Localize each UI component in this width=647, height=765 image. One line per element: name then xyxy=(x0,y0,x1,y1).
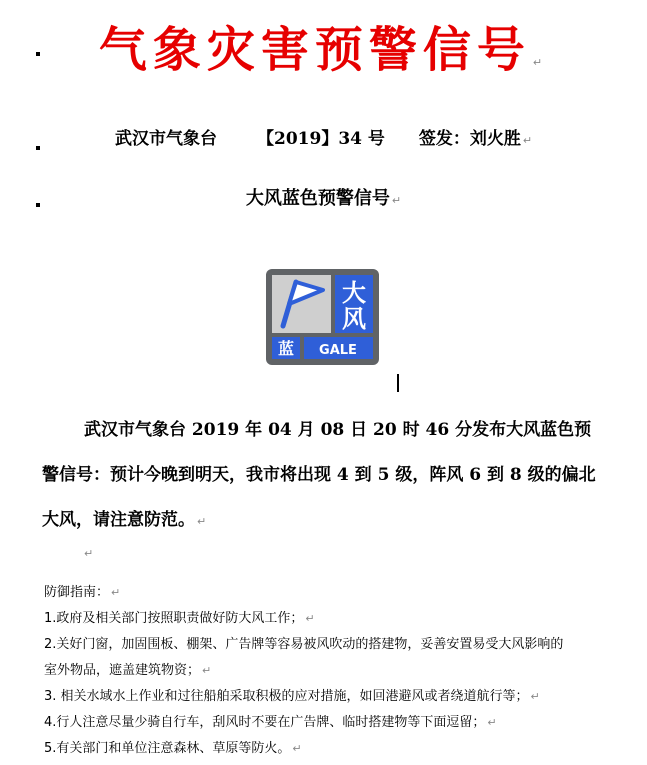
paragraph-mark: ↵ xyxy=(292,742,302,755)
document-title-text: 气象灾害预警信号 xyxy=(98,22,531,78)
paragraph-mark: ↵ xyxy=(530,690,540,703)
issuer-agency: 武汉市气象台 xyxy=(115,129,217,149)
paragraph-mark: ↵ xyxy=(487,716,497,729)
bulletin-paragraph xyxy=(42,408,602,544)
text-cursor xyxy=(397,374,399,392)
document-title xyxy=(0,20,647,93)
list-bullet xyxy=(36,146,40,150)
paragraph-mark: ↵ xyxy=(522,134,533,147)
signer: 签发：刘火胜 xyxy=(418,129,521,149)
guide-item xyxy=(44,606,624,632)
guide-item-text: 1.政府及相关部门按照职责做好防大风工作； xyxy=(44,611,304,626)
guide-item xyxy=(44,736,624,762)
document-number: 【2019】34 号 xyxy=(257,129,385,149)
paragraph-mark: ↵ xyxy=(197,515,207,528)
guide-item-text: 室外物品，遮盖建筑物资； xyxy=(44,663,201,678)
guide-item xyxy=(44,710,624,736)
signal-name xyxy=(0,186,647,214)
icon-english-label: GALE xyxy=(319,343,357,358)
paragraph-mark: ↵ xyxy=(84,547,94,560)
icon-color-char: 蓝 xyxy=(277,339,295,358)
guide-heading-text: 防御指南： xyxy=(44,585,110,600)
paragraph-mark: ↵ xyxy=(202,664,212,677)
guide-item-text: 5.有关部门和单位注意森林、草原等防火。 xyxy=(44,741,291,756)
guide-item xyxy=(44,684,624,710)
icon-char-1: 大 xyxy=(342,279,366,307)
paragraph-mark: ↵ xyxy=(391,194,402,207)
guide-heading xyxy=(44,580,624,606)
gale-blue-warning-icon xyxy=(265,268,380,366)
icon-char-2: 风 xyxy=(342,305,366,333)
guide-item-text: 3. 相关水域水上作业和过往船舶采取积极的应对措施，如回港避风或者绕道航行等； xyxy=(44,689,529,704)
guide-item xyxy=(44,632,624,658)
issuer-line xyxy=(115,126,532,154)
defense-guide xyxy=(44,580,624,762)
guide-item-text: 4.行人注意尽量少骑自行车，刮风时不要在广告牌、临时搭建物等下面逗留； xyxy=(44,715,486,730)
guide-item-text: 2.关好门窗，加固围板、棚架、广告牌等容易被风吹动的搭建物，妥善安置易受大风影响的 xyxy=(44,637,564,652)
paragraph-mark: ↵ xyxy=(305,612,315,625)
paragraph-mark: ↵ xyxy=(111,586,121,599)
empty-paragraph xyxy=(82,542,93,561)
paragraph-mark: ↵ xyxy=(532,56,549,69)
bulletin-text: 武汉市气象台 2019 年 04 月 08 日 20 时 46 分发布大风蓝色预警信号：预计今晚到明天，我市将出现 4 到 5 级，阵风 6 到 8 级的偏北大风，请注意防范。 xyxy=(42,420,596,530)
signal-name-text: 大风蓝色预警信号 xyxy=(245,188,390,209)
guide-item-continuation xyxy=(44,658,624,684)
